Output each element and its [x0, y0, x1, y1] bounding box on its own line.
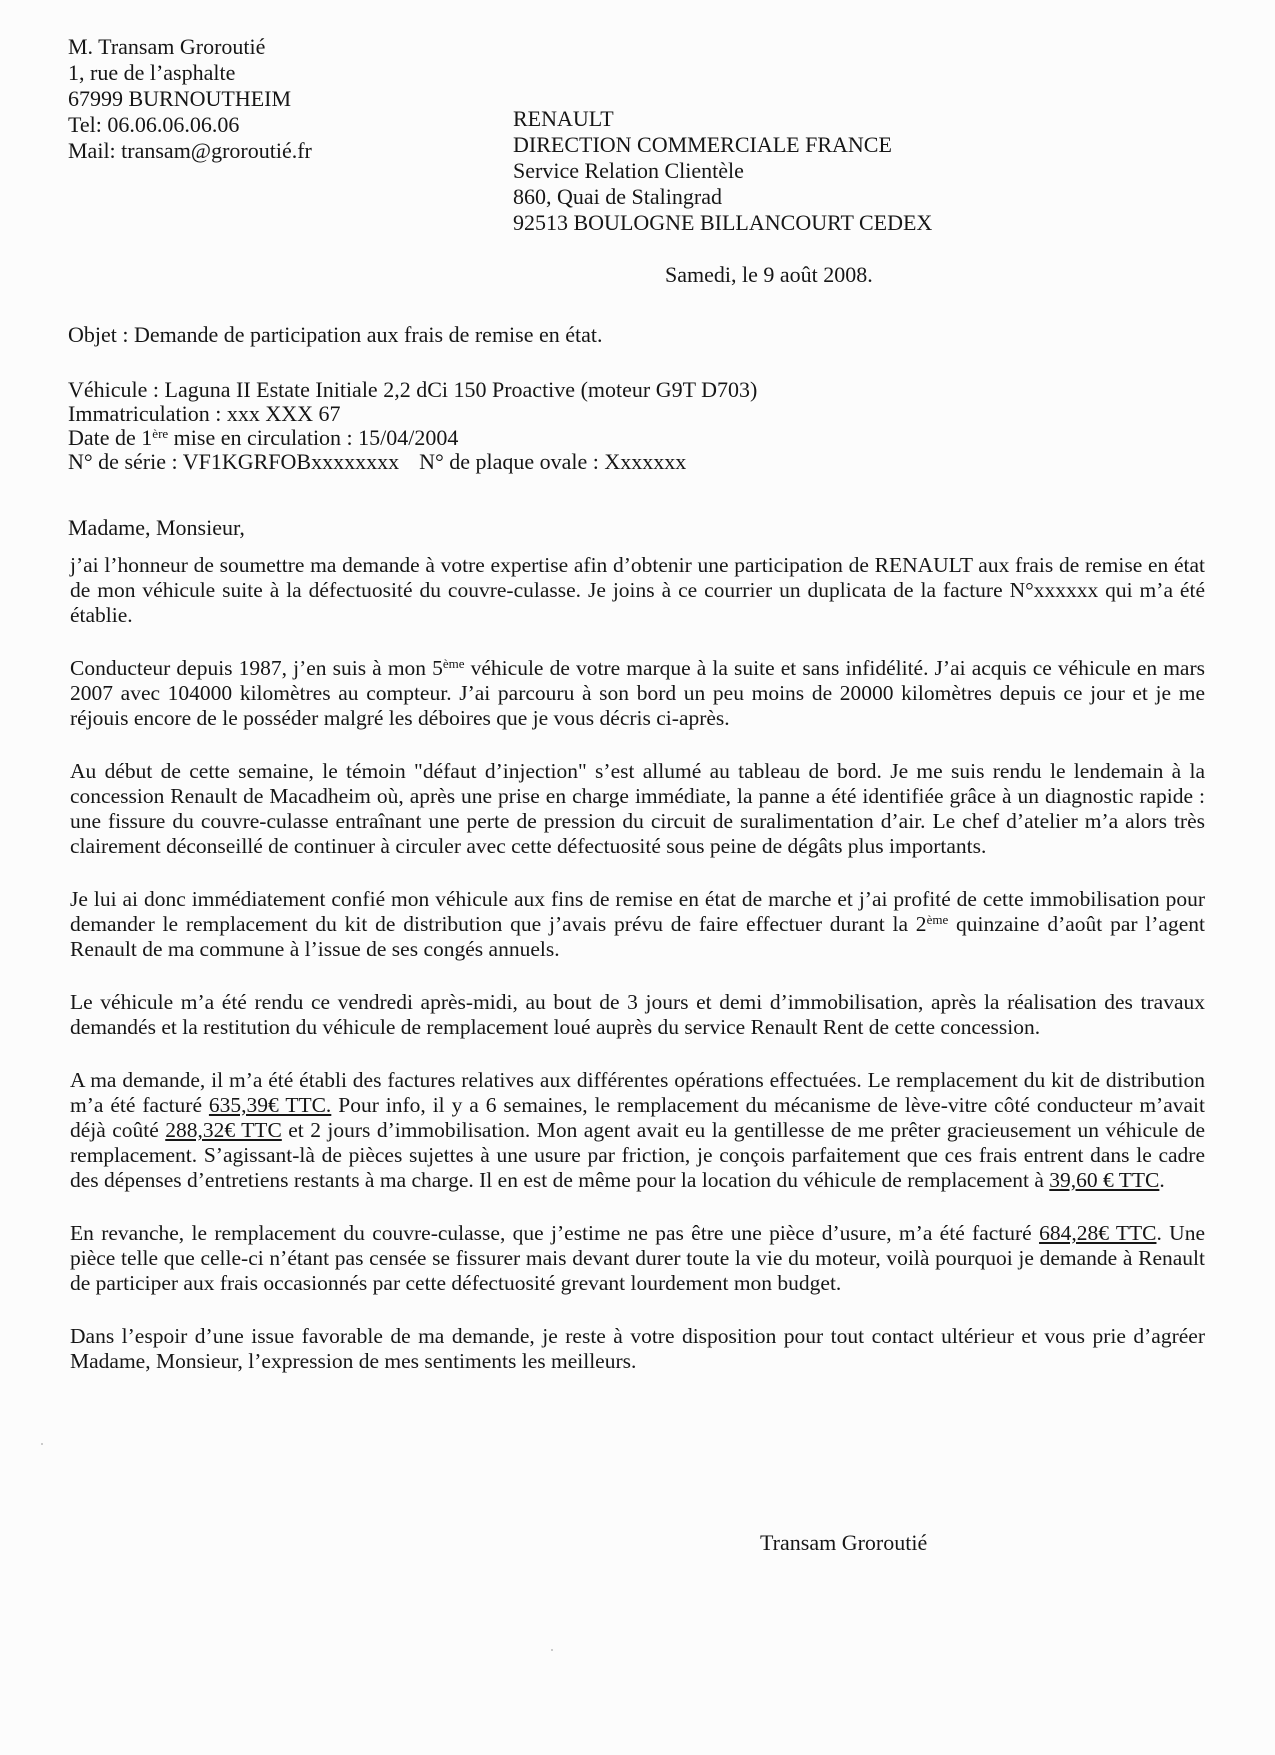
body-paragraph-1: j’ai l’honneur de soumettre ma demande à votre expertise afin d’obtenir une participation de RENAULT aux frais de remise en état de mon véhicule suite à la défectuosité du couvre-culasse. Je joins à ce courrier un duplicata de la facture N°xxxxxx qui m’a été établie. — [70, 553, 1205, 627]
paragraph-4-text-a: Je lui ai donc immédiatement confié mon véhicule aux fins de remise en état de marche et j’ai profité de cette immobilisation pour demander le remplacement du kit de distribution que j’avais prévu de faire effectuer durant la 2 — [70, 887, 1205, 936]
sender-city: 67999 BURNOUTHEIM — [68, 86, 292, 111]
sender-street: 1, rue de l’asphalte — [68, 60, 236, 85]
scan-speck — [551, 1649, 553, 1651]
letter-subject: Objet : Demande de participation aux frais de remise en état. — [68, 322, 603, 347]
recipient-street: 860, Quai de Stalingrad — [513, 184, 722, 209]
paragraph-4-text-b: quinzaine d’août par l’agent Renault de ma commune à l’issue de ses congés annuels. — [70, 912, 1205, 961]
distribution-kit-amount: 635,39€ TTC. — [208, 1093, 332, 1117]
recipient-city: 92513 BOULOGNE BILLANCOURT CEDEX — [513, 210, 933, 235]
paragraph-6-text-c: et 2 jours d’immobilisation. Mon agent avait eu la gentillesse de me prêter gracieusement un véhicule de remplacement. S’agissant-là de pièces sujettes à une usure par friction, je conçois parfaitement que ces frais entrent dans le cadre des dépenses d’entretiens restants à ma charge. Il en est de même pour la location du véhicule de remplacement à — [70, 1118, 1205, 1192]
vehicle-registration: Immatriculation : xxx XXX 67 — [68, 401, 341, 426]
sender-phone: Tel: 06.06.06.06.06 — [68, 112, 240, 137]
rental-amount: 39,60 € TTC — [1049, 1168, 1160, 1192]
recipient-address-block — [513, 106, 932, 236]
vehicle-serial: N° de série : VF1KGRFOBxxxxxxxx — [68, 449, 400, 474]
vehicle-serial-line — [68, 450, 757, 474]
paragraph-7-text-b: . Une pièce telle que celle-ci n’étant pas censée se fissurer mais devant durer toute la vie du moteur, voilà pourquoi je demande à Renault de participer aux frais occasionnés par cette défectuosité grevant lourdement mon budget. — [70, 1221, 1205, 1295]
first-registration-superscript: ère — [152, 426, 169, 441]
letter-salutation: Madame, Monsieur, — [68, 515, 245, 540]
first-registration-prefix: Date de 1 — [68, 425, 153, 450]
paragraph-6-text-b: Pour info, il y a 6 semaines, le remplacement du mécanisme de lève-vitre côté conducteur m’avait déjà coûté — [70, 1093, 1205, 1142]
vehicle-details-block — [68, 378, 757, 474]
scan-speck — [41, 1443, 43, 1445]
recipient-direction: DIRECTION COMMERCIALE FRANCE — [513, 132, 892, 157]
first-registration-suffix: mise en circulation : 15/04/2004 — [168, 425, 459, 450]
letter-body — [70, 553, 1205, 1402]
body-paragraph-7 — [70, 1221, 1205, 1296]
vehicle-first-registration — [68, 426, 757, 450]
paragraph-6-text-a: A ma demande, il m’a été établi des factures relatives aux différentes opérations effectuées. Le remplacement du kit de distribution m’a été facturé — [70, 1068, 1205, 1117]
paragraph-2-superscript: ème — [442, 656, 465, 671]
letter-signature: Transam Groroutié — [760, 1530, 928, 1555]
vehicle-model: Véhicule : Laguna II Estate Initiale 2,2 dCi 150 Proactive (moteur G9T D703) — [68, 377, 758, 402]
recipient-company: RENAULT — [513, 106, 614, 131]
body-paragraph-3: Au début de cette semaine, le témoin "défaut d’injection" s’est allumé au tableau de bord. Je me suis rendu le lendemain à la concession Renault de Macadheim où, après une prise en charge immédiate, la panne a été identifiée grâce à un diagnostic rapide : une fissure du couvre-culasse entraînant une perte de pression du circuit de suralimentation d’air. Le chef d’atelier m’a alors très clairement déconseillé de continuer à circuler avec cette défectuosité sous peine de dégâts plus importants. — [70, 759, 1205, 858]
letter-date: Samedi, le 9 août 2008. — [665, 262, 873, 287]
paragraph-2-text-a: Conducteur depuis 1987, j’en suis à mon 5 — [70, 656, 443, 680]
body-paragraph-5: Le véhicule m’a été rendu ce vendredi après-midi, au bout de 3 jours et demi d’immobilisation, après la réalisation des travaux demandés et la restitution du véhicule de remplacement loué auprès du service Renault Rent de cette concession. — [70, 990, 1205, 1039]
body-paragraph-8: Dans l’espoir d’une issue favorable de ma demande, je reste à votre disposition pour tout contact ultérieur et vous prie d’agréer Madame, Monsieur, l’expression de mes sentiments les meilleurs. — [70, 1324, 1205, 1373]
vehicle-plate: N° de plaque ovale : Xxxxxxx — [419, 449, 687, 474]
cylinder-head-cover-amount: 684,28€ TTC — [1039, 1221, 1157, 1245]
sender-email: Mail: transam@groroutié.fr — [68, 138, 312, 163]
sender-address-block — [68, 34, 312, 164]
body-paragraph-6 — [70, 1068, 1205, 1193]
paragraph-6-text-d: . — [1159, 1168, 1165, 1192]
sender-name: M. Transam Groroutié — [68, 34, 266, 59]
body-paragraph-4 — [70, 887, 1205, 962]
body-paragraph-2 — [70, 656, 1205, 731]
paragraph-2-text-b: véhicule de votre marque à la suite et sans infidélité. J’ai acquis ce véhicule en mars 2007 avec 104000 kilomètres au compteur. J’ai parcouru à son bord un peu moins de 20000 kilomètres depuis ce jour et je me réjouis encore de le posséder malgré les déboires que je vous décris ci-après. — [70, 656, 1206, 730]
recipient-service: Service Relation Clientèle — [513, 158, 744, 183]
paragraph-4-superscript: ème — [926, 912, 949, 927]
window-mechanism-amount: 288,32€ TTC — [165, 1118, 282, 1142]
paragraph-7-text-a: En revanche, le remplacement du couvre-culasse, que j’estime ne pas être une pièce d’usure, m’a été facturé — [70, 1221, 1040, 1245]
